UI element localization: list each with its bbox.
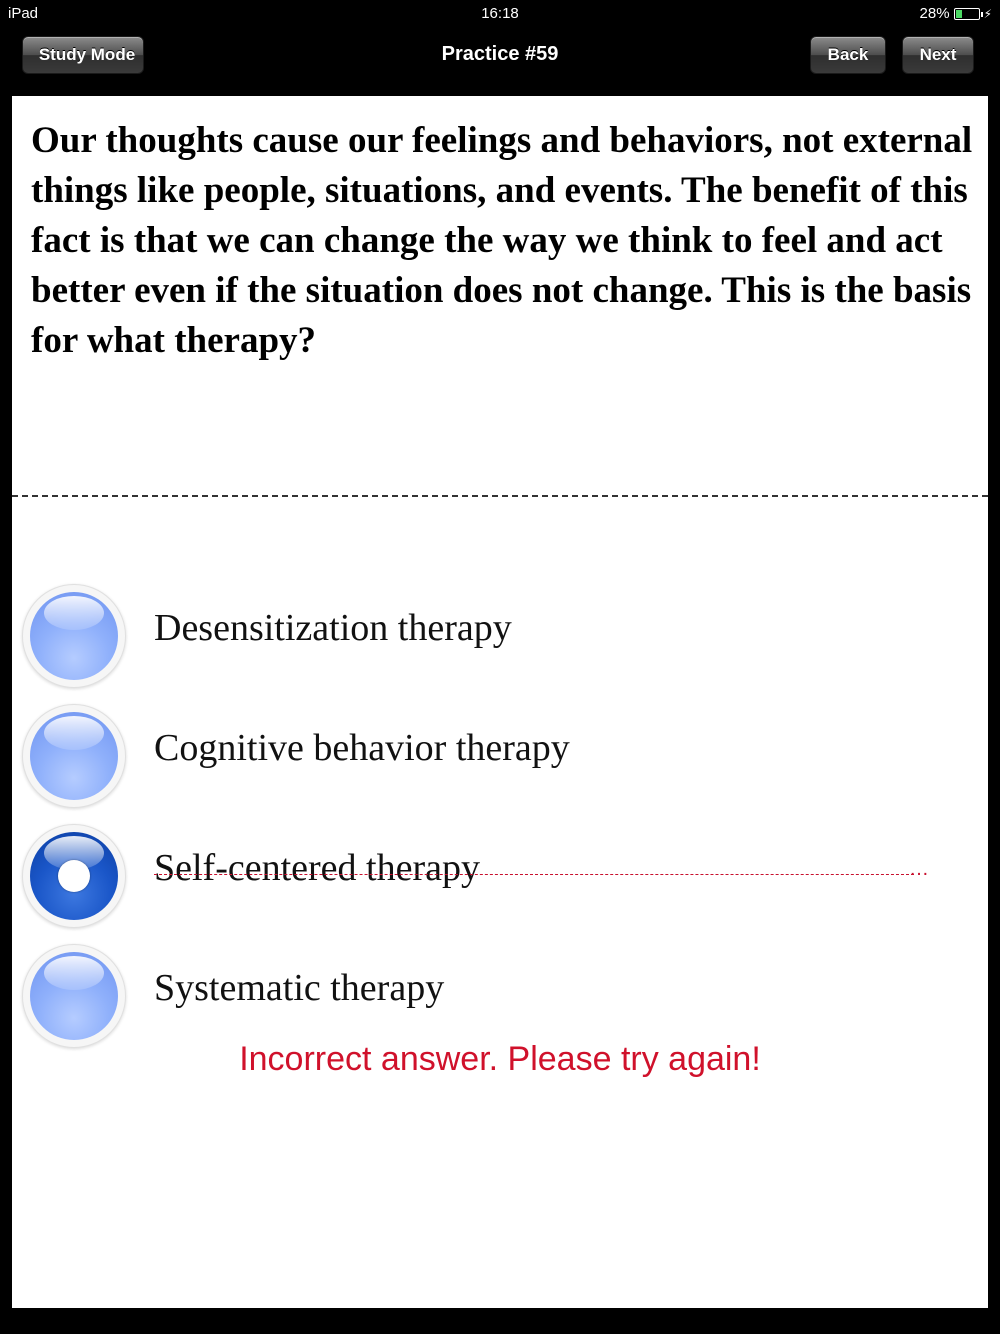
page-title: Practice #59 [441,43,559,65]
answer-option[interactable] [20,822,980,930]
carrier-label: iPad [8,5,39,22]
feedback-message: Incorrect answer. Please try again! [239,1040,761,1078]
strikethrough-ellipsis: … [909,858,929,880]
back-button[interactable]: Back [810,36,886,74]
answer-option-label: Desensitization therapy [154,607,512,649]
next-button[interactable]: Next [902,36,974,74]
radio-button[interactable] [22,944,126,1048]
navigation-bar [0,28,1000,84]
clock: 16:18 [481,5,519,22]
answer-option[interactable] [20,942,980,1050]
radio-button[interactable] [22,584,126,688]
battery-percent: 28% [919,5,950,22]
radio-button[interactable] [22,704,126,808]
divider [12,495,988,497]
question-text: Our thoughts cause our feelings and behaviors, not external things like people, situations, and events. The benefit of this fact is that we can change the way we think to feel and act better even if the situation does not change. This is the basis for what therapy? [31,120,973,361]
question-card [12,96,988,1308]
strikethrough-line [154,874,914,875]
battery-indicator [920,5,992,22]
answer-option-label: Self-centered therapy [154,847,480,889]
battery-fill [956,10,963,18]
answer-option[interactable] [20,582,980,690]
answer-option-label: Systematic therapy [154,967,445,1009]
status-bar [0,0,1000,28]
radio-button[interactable] [22,824,126,928]
answer-option[interactable] [20,702,980,810]
answer-option-label: Cognitive behavior therapy [154,727,570,769]
bolt-icon: ⚡ [983,6,992,21]
battery-icon [954,8,980,20]
study-mode-button[interactable]: Study Mode [22,36,144,74]
